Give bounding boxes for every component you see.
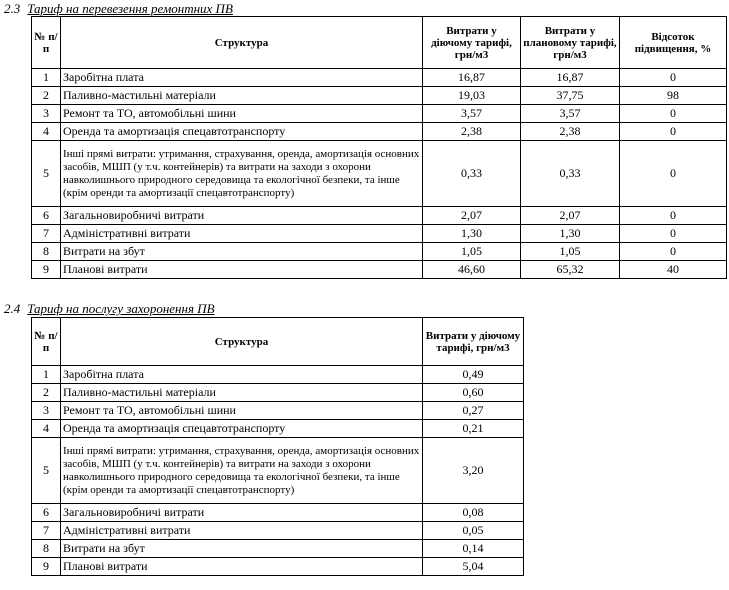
cell-current: 0,05 — [423, 522, 524, 540]
cell-planned: 16,87 — [521, 69, 620, 87]
section-2-3-title — [4, 1, 233, 17]
cell-name: Заробітна плата — [61, 69, 423, 87]
cell-name: Оренда та амортизація спецавтотранспорту — [61, 420, 423, 438]
cell-n: 4 — [32, 420, 61, 438]
header-planned: Витрати у плановому тарифі, грн/м3 — [521, 17, 620, 69]
cell-n: 1 — [32, 366, 61, 384]
cell-current: 1,05 — [423, 243, 521, 261]
cell-current: 0,49 — [423, 366, 524, 384]
cell-current: 1,30 — [423, 225, 521, 243]
header-current: Витрати у діючому тарифі, грн/м3 — [423, 17, 521, 69]
cell-name: Інші прямі витрати: утримання, страхування, оренда, амортизація основних засобів, МШП (у т.ч. контейнерів) та витрати на заходи з охорони навколишнього природного середовища та екологічної безпеки, та інше (крім оренди та амортизації спецавтотранспорту) — [61, 438, 423, 504]
cell-planned: 0,33 — [521, 141, 620, 207]
cell-n: 5 — [32, 141, 61, 207]
cell-planned: 2,38 — [521, 123, 620, 141]
cell-current: 19,03 — [423, 87, 521, 105]
cell-n: 6 — [32, 207, 61, 225]
cell-name: Загальновиробничі витрати — [61, 207, 423, 225]
cell-current: 0,08 — [423, 504, 524, 522]
table-row — [32, 504, 524, 522]
tariff-burial-table — [31, 317, 524, 576]
cell-n: 6 — [32, 504, 61, 522]
table-row — [32, 438, 524, 504]
cell-increase: 0 — [620, 243, 727, 261]
cell-n: 2 — [32, 87, 61, 105]
header-num: № п/п — [32, 318, 61, 366]
cell-name: Інші прямі витрати: утримання, страхування, оренда, амортизація основних засобів, МШП (у т.ч. контейнерів) та витрати на заходи з охорони навколишнього природного середовища та екологічної безпеки, та інше (крім оренди та амортизації спецавтотранспорту) — [61, 141, 423, 207]
cell-current: 0,60 — [423, 384, 524, 402]
header-num: № п/п — [32, 17, 61, 69]
cell-n: 9 — [32, 558, 61, 576]
tariff-transport-table — [31, 16, 727, 279]
cell-planned: 1,05 — [521, 243, 620, 261]
cell-increase: 0 — [620, 141, 727, 207]
table-row — [32, 384, 524, 402]
table-row — [32, 69, 727, 87]
cell-increase: 0 — [620, 207, 727, 225]
cell-n: 8 — [32, 243, 61, 261]
cell-current: 2,38 — [423, 123, 521, 141]
table-header-row — [32, 318, 524, 366]
cell-current: 0,27 — [423, 402, 524, 420]
header-structure: Структура — [61, 318, 423, 366]
table-row — [32, 540, 524, 558]
cell-n: 8 — [32, 540, 61, 558]
cell-n: 7 — [32, 225, 61, 243]
cell-current: 0,21 — [423, 420, 524, 438]
cell-current: 0,14 — [423, 540, 524, 558]
cell-n: 1 — [32, 69, 61, 87]
cell-planned: 3,57 — [521, 105, 620, 123]
cell-n: 3 — [32, 105, 61, 123]
table-row — [32, 87, 727, 105]
section-number: 2.3 — [4, 1, 21, 16]
cell-name: Загальновиробничі витрати — [61, 504, 423, 522]
cell-current: 16,87 — [423, 69, 521, 87]
cell-n: 3 — [32, 402, 61, 420]
header-structure: Структура — [61, 17, 423, 69]
section-2-4-title — [4, 301, 215, 317]
cell-planned: 65,32 — [521, 261, 620, 279]
table-row — [32, 402, 524, 420]
cell-current: 0,33 — [423, 141, 521, 207]
header-increase: Відсоток підвищення, % — [620, 17, 727, 69]
cell-name: Витрати на збут — [61, 540, 423, 558]
cell-name: Ремонт та ТО, автомобільні шини — [61, 402, 423, 420]
table-row — [32, 522, 524, 540]
cell-increase: 0 — [620, 225, 727, 243]
table-header-row — [32, 17, 727, 69]
cell-n: 5 — [32, 438, 61, 504]
section-title-text: Тариф на послугу захоронення ПВ — [27, 301, 215, 316]
table-row — [32, 243, 727, 261]
table-row — [32, 420, 524, 438]
cell-increase: 0 — [620, 105, 727, 123]
table-row — [32, 105, 727, 123]
cell-planned: 2,07 — [521, 207, 620, 225]
cell-increase: 40 — [620, 261, 727, 279]
cell-n: 7 — [32, 522, 61, 540]
cell-current: 46,60 — [423, 261, 521, 279]
cell-name: Заробітна плата — [61, 366, 423, 384]
table-row — [32, 123, 727, 141]
cell-name: Планові витрати — [61, 261, 423, 279]
cell-name: Паливно-мастильні матеріали — [61, 87, 423, 105]
cell-current: 2,07 — [423, 207, 521, 225]
cell-n: 4 — [32, 123, 61, 141]
cell-current: 5,04 — [423, 558, 524, 576]
cell-n: 9 — [32, 261, 61, 279]
cell-name: Витрати на збут — [61, 243, 423, 261]
cell-name: Адміністративні витрати — [61, 522, 423, 540]
cell-name: Адміністративні витрати — [61, 225, 423, 243]
cell-name: Ремонт та ТО, автомобільні шини — [61, 105, 423, 123]
cell-increase: 0 — [620, 123, 727, 141]
table-row — [32, 366, 524, 384]
cell-current: 3,57 — [423, 105, 521, 123]
section-number: 2.4 — [4, 301, 21, 316]
cell-increase: 0 — [620, 69, 727, 87]
section-title-text: Тариф на перевезення ремонтних ПВ — [27, 1, 233, 16]
cell-current: 3,20 — [423, 438, 524, 504]
table-row — [32, 261, 727, 279]
table-row — [32, 141, 727, 207]
cell-name: Паливно-мастильні матеріали — [61, 384, 423, 402]
table-row — [32, 225, 727, 243]
table-row — [32, 207, 727, 225]
cell-planned: 37,75 — [521, 87, 620, 105]
table-row — [32, 558, 524, 576]
cell-increase: 98 — [620, 87, 727, 105]
cell-name: Планові витрати — [61, 558, 423, 576]
cell-n: 2 — [32, 384, 61, 402]
cell-planned: 1,30 — [521, 225, 620, 243]
header-current: Витрати у діючому тарифі, грн/м3 — [423, 318, 524, 366]
cell-name: Оренда та амортизація спецавтотранспорту — [61, 123, 423, 141]
